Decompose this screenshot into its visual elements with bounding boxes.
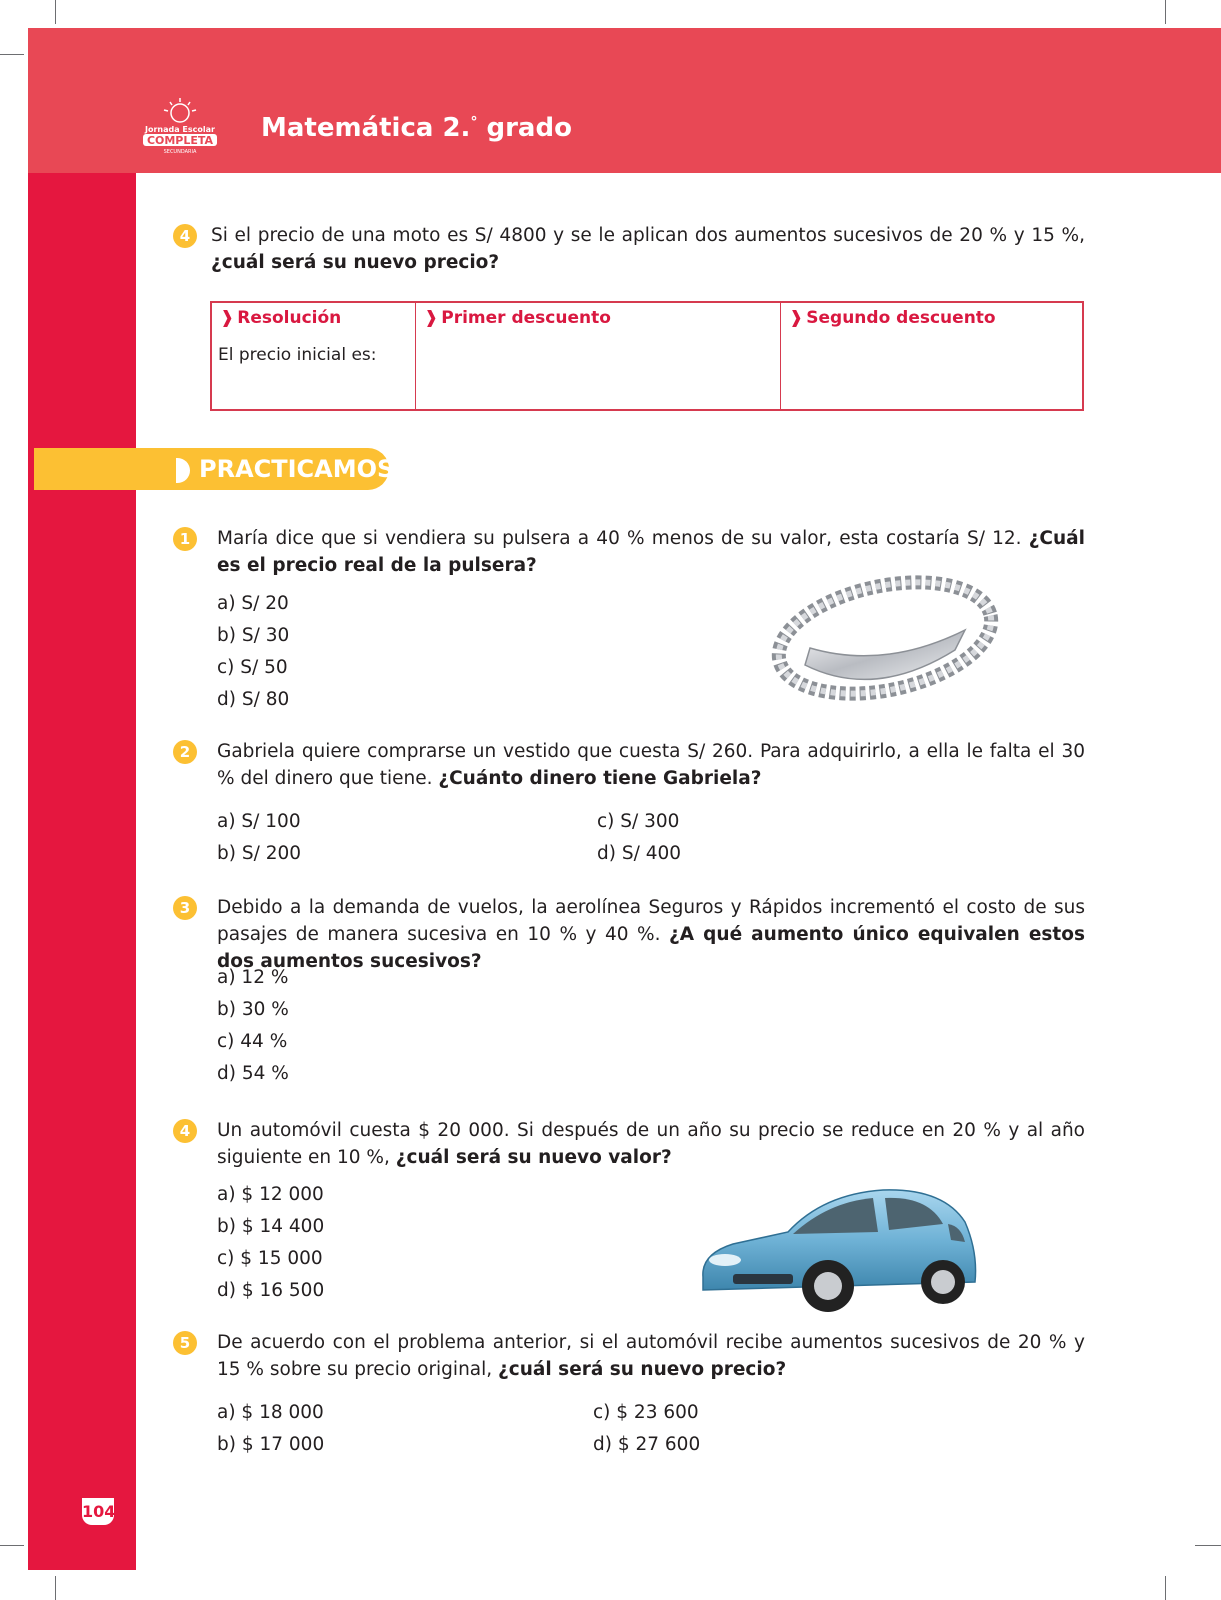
answer-option: b) S/ 30: [217, 625, 290, 646]
practice-title: PRACTICAMOS: [199, 455, 395, 483]
page-sidebar: [28, 173, 136, 1570]
crop-mark: [1195, 1545, 1221, 1546]
answer-option: b) $ 17 000: [217, 1434, 325, 1455]
question-number-badge: 4: [173, 224, 197, 248]
crop-mark: [0, 1545, 24, 1546]
question-number-badge: 4: [173, 1119, 197, 1143]
answer-option: d) S/ 80: [217, 689, 290, 710]
question-text: De acuerdo con el problema anterior, si el automóvil recibe aumentos sucesivos de 20 % y 15 % sobre su precio original, ¿cuál será su nuevo precio?: [217, 1332, 1085, 1380]
car-icon: [693, 1182, 983, 1317]
answer-option: a) S/ 20: [217, 593, 289, 614]
answer-option: c) S/ 50: [217, 657, 288, 678]
answer-option: c) 44 %: [217, 1031, 288, 1052]
logo-line3: SECUNDARIA: [163, 149, 197, 155]
crop-mark: [1165, 1576, 1166, 1600]
crop-mark: [55, 1576, 56, 1600]
school-logo-icon: [140, 95, 220, 155]
question-number-badge: 3: [173, 896, 197, 920]
bracelet-icon: [765, 570, 1005, 705]
resolution-cell: [212, 303, 415, 409]
resolution-heading: ❱ Resolución: [220, 308, 342, 328]
answer-option: d) S/ 400: [597, 843, 682, 864]
answer-option: c) $ 23 600: [593, 1402, 699, 1423]
answer-option: b) 30 %: [217, 999, 289, 1020]
first-discount-heading: ❱ Primer descuento: [424, 308, 611, 328]
answer-option: b) $ 14 400: [217, 1216, 325, 1237]
answer-option: d) $ 27 600: [593, 1434, 701, 1455]
answer-option: a) 12 %: [217, 967, 289, 988]
question-text: Gabriela quiere comprarse un vestido que cuesta S/ 260. Para adquirirlo, a ella le falta el 30 % del dinero que tiene. ¿Cuánto dinero tiene Gabriela?: [217, 741, 1085, 789]
answer-option: c) $ 15 000: [217, 1248, 323, 1269]
question-number-badge: 5: [173, 1331, 197, 1355]
second-discount-cell: [780, 303, 1083, 409]
answer-option: d) $ 16 500: [217, 1280, 325, 1301]
logo-line2: COMPLETA: [146, 134, 214, 147]
answer-option: a) $ 12 000: [217, 1184, 324, 1205]
page-number: 104: [82, 1498, 114, 1525]
question-text: Si el precio de una moto es S/ 4800 y se le aplican dos aumentos sucesivos de 20 % y 15 %, ¿cuál será su nuevo precio?: [211, 225, 1085, 273]
answer-option: a) $ 18 000: [217, 1402, 324, 1423]
logo-line1: Jornada Escolar: [145, 125, 215, 134]
answer-option: a) S/ 100: [217, 811, 301, 832]
answer-option: d) 54 %: [217, 1063, 289, 1084]
answer-option: b) S/ 200: [217, 843, 302, 864]
question-number-badge: 2: [173, 740, 197, 764]
answer-option: c) S/ 300: [597, 811, 680, 832]
book-title: Matemática 2.° grado: [261, 113, 572, 143]
question-number-badge: 1: [173, 527, 197, 551]
crop-mark: [0, 54, 24, 55]
crop-mark: [55, 0, 56, 24]
resolution-text: El precio inicial es:: [218, 345, 377, 365]
crop-mark: [1165, 0, 1166, 24]
resolution-table: [210, 301, 1084, 411]
first-discount-cell: [415, 303, 781, 409]
question-text: Un automóvil cuesta $ 20 000. Si después de un año su precio se reduce en 20 % y al año siguiente en 10 %, ¿cuál será su nuevo valor?: [217, 1120, 1085, 1168]
second-discount-heading: ❱ Segundo descuento: [789, 308, 996, 328]
question-text: Debido a la demanda de vuelos, la aerolínea Seguros y Rápidos incrementó el costo de sus pasajes de manera sucesiva en 10 % y 40 %. ¿A qué aumento único equivalen estos dos aumentos sucesivos?: [217, 897, 1085, 972]
question-text: María dice que si vendiera su pulsera a 40 % menos de su valor, esta costaría S/ 12. ¿Cuál es el precio real de la pulsera?: [217, 528, 1085, 576]
